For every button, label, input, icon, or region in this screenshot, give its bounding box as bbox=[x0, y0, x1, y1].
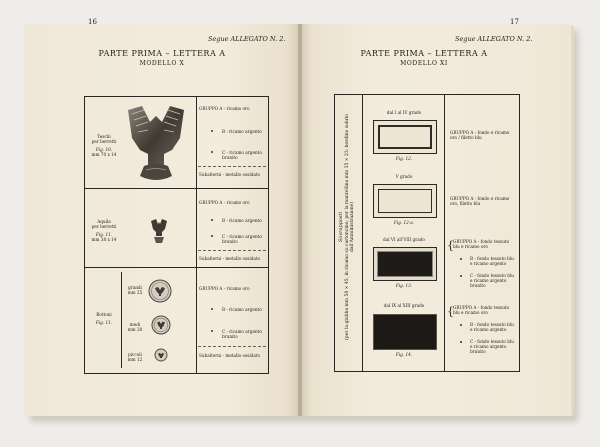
divider bbox=[198, 346, 266, 347]
brace: { bbox=[447, 305, 454, 318]
group-a-label: GRUPPO A - fondo e ricamo oro, filetto blu bbox=[450, 196, 510, 206]
group-b-label: B - ricamo argento bbox=[222, 129, 262, 134]
page-number-left: 16 bbox=[88, 18, 97, 26]
button-size-label: medi mm 20 bbox=[127, 322, 143, 332]
subalterni-label: Subalterni - metallo ossidato bbox=[199, 353, 261, 358]
group-a-label: GRUPPO A - fondo tessuto blu e ricamo oro bbox=[453, 305, 510, 315]
group-a-label: GRUPPO A - ricamo oro bbox=[199, 200, 250, 205]
eagle-emblem-icon bbox=[124, 104, 188, 186]
page-edge-right bbox=[571, 26, 574, 414]
running-head-right: Segue ALLEGATO N. 2. bbox=[455, 35, 533, 43]
group-c-label: C - fondo tessuto blu e ricamo argento brunito bbox=[470, 273, 514, 288]
bullet bbox=[211, 130, 213, 132]
group-b-label: B - ricamo argento bbox=[222, 307, 262, 312]
figure-caption: Fig. 13. bbox=[395, 283, 413, 288]
page-title-left: PARTE PRIMA – LETTERA A bbox=[98, 49, 226, 58]
table-right-divider bbox=[444, 94, 445, 371]
group-a-label: GRUPPO A - ricamo oro bbox=[199, 286, 250, 291]
group-a-label: GRUPPO A - fondo tessuto blu e ricamo oro bbox=[453, 239, 510, 249]
bullet bbox=[211, 235, 213, 237]
group-c-label: C - fondo tessuto blu e ricamo argento brunito bbox=[470, 339, 514, 354]
model-label-right: MODELLO XI bbox=[400, 60, 448, 67]
figure-caption: Fig. 14. bbox=[395, 352, 413, 357]
bullet bbox=[211, 308, 213, 310]
group-c-label: C - ricamo argento brunito bbox=[222, 150, 262, 160]
grade-label: dal I al IV grado bbox=[386, 110, 422, 115]
book-gutter bbox=[298, 24, 302, 416]
table-left-divider bbox=[196, 96, 197, 373]
bullet bbox=[460, 324, 462, 326]
bullet bbox=[460, 341, 462, 343]
insignia-swatch bbox=[373, 247, 437, 281]
medium-button-icon bbox=[151, 315, 171, 335]
side-column-divider bbox=[362, 94, 363, 371]
insignia-swatch bbox=[373, 120, 437, 154]
row-separator bbox=[84, 267, 268, 268]
page-title-right: PARTE PRIMA – LETTERA A bbox=[360, 49, 488, 58]
small-eagle-icon bbox=[150, 218, 168, 244]
row-separator bbox=[84, 188, 268, 189]
row-label: Teschi per berretti Fig. 10. mm 70 x 14 bbox=[91, 134, 117, 157]
group-c-label: C - ricamo argento brunito bbox=[222, 234, 262, 244]
grade-label: V grado bbox=[395, 174, 413, 179]
model-label-left: MODELLO X bbox=[139, 60, 185, 67]
group-a-label: GRUPPO A - ricamo oro bbox=[199, 106, 250, 111]
bullet bbox=[211, 219, 213, 221]
button-size-label: grandi mm 25 bbox=[127, 285, 143, 295]
figure-caption: Fig. 12. bbox=[395, 156, 413, 161]
figure-caption: Fig. 12-a. bbox=[393, 220, 415, 225]
subalterni-label: Subalterni - metallo ossidato bbox=[199, 256, 261, 261]
running-head-left: Segue ALLEGATO N. 2. bbox=[208, 35, 286, 43]
grade-label: dal VI all'VIII grado bbox=[383, 237, 425, 242]
group-b-label: B - fondo tessuto blu e ricamo argento bbox=[470, 322, 514, 332]
group-b-label: B - fondo tessuto blu e ricamo argento bbox=[470, 256, 514, 266]
group-b-label: B - ricamo argento bbox=[222, 218, 262, 223]
button-size-label: piccoli mm 12 bbox=[127, 352, 143, 362]
grade-label: dal IX al XIII grado bbox=[383, 303, 425, 308]
divider bbox=[198, 166, 266, 167]
insignia-swatch bbox=[373, 184, 437, 218]
divider bbox=[198, 250, 266, 251]
bullet bbox=[460, 258, 462, 260]
brace: { bbox=[447, 239, 454, 252]
small-button-icon bbox=[154, 348, 168, 362]
insignia-swatch bbox=[373, 314, 437, 350]
subalterni-label: Subalterni - metallo ossidato bbox=[199, 172, 261, 177]
bullet bbox=[460, 275, 462, 277]
group-c-label: C - ricamo argento brunito bbox=[222, 329, 262, 339]
bullet bbox=[211, 151, 213, 153]
page-number-right: 17 bbox=[510, 18, 519, 26]
side-title: Sovrapposti (per la giubba mm 58 × 45, in ricamo su cartoncino; per la mantellina mm 35 × 23: bordino sobrio dall'Amministrazione) bbox=[338, 114, 356, 340]
row-label: Bottoni Fig. 11. bbox=[95, 312, 113, 325]
bullet bbox=[211, 330, 213, 332]
group-a-label: GRUPPO A - fondo e ricamo oro / filetto blu bbox=[450, 130, 510, 140]
large-button-icon bbox=[148, 279, 172, 303]
row-label: Aquila per berretti Fig. 11. mm 38 x 14 bbox=[91, 219, 117, 242]
